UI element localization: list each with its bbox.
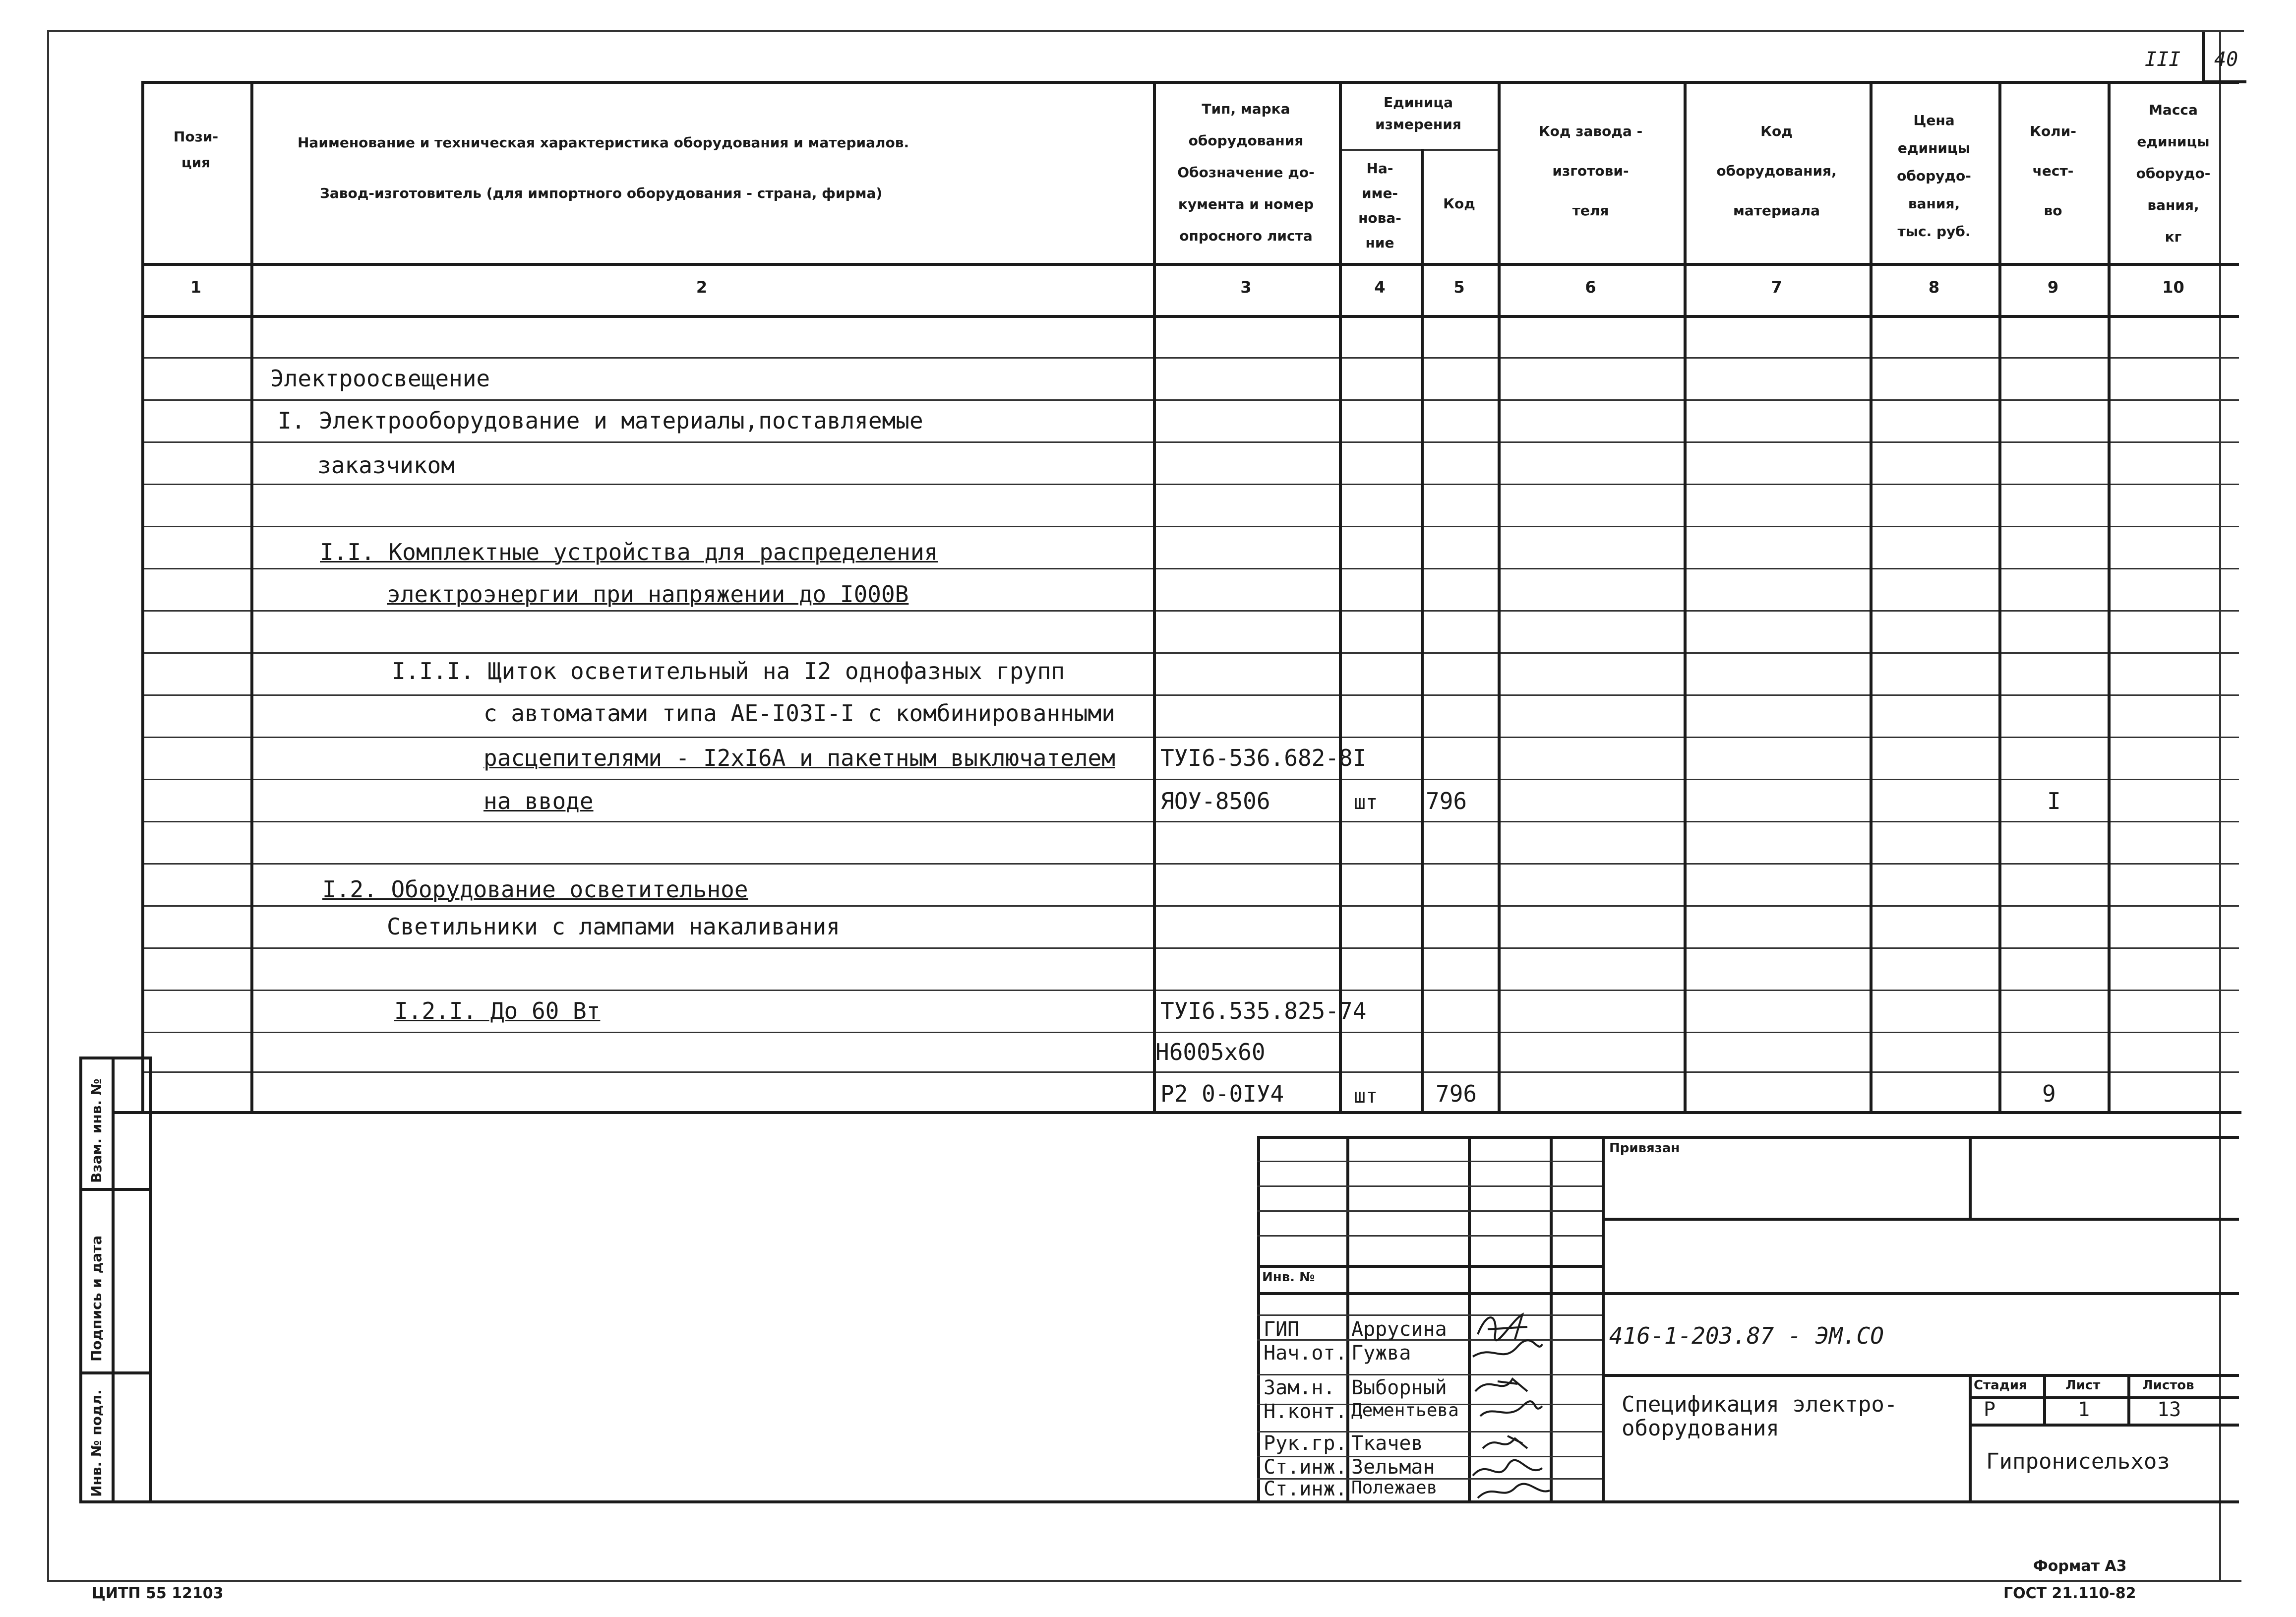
side-strip-line-1 [79,1188,149,1191]
row-line [141,863,2239,865]
table-top-line [141,81,2239,84]
col-line-6 [1684,81,1687,1111]
row-line [141,526,2239,527]
row-item-1-1-1-unit: шт [1354,791,1378,814]
tb-stage-label: Стадия [1974,1378,2027,1393]
tb-role-6: Ст.инж. [1264,1456,1347,1479]
row-section-1-1: I.I. Комплектные устройства для распределения [320,539,938,565]
row-line [141,652,2239,654]
col-number-7: 7 [1771,278,1782,297]
col-number-8: 8 [1928,278,1940,297]
row-line [141,905,2239,907]
tb-stage-value: Р [1984,1398,1996,1421]
tb-doc-title-1: Спецификация электро- [1622,1392,1898,1417]
tb-name-6: Зельман [1351,1456,1435,1479]
row-item-1-1-1-unit-code: 796 [1426,788,1467,814]
row-item-1-1-1-cont-c: на вводе [483,788,594,814]
tb-doc-title-2: оборудования [1622,1416,1779,1441]
tb-grid-h [1257,1210,1602,1212]
tb-role-2: Нач.от. [1264,1342,1347,1365]
row-item-1-2-1-mark-a: Н6005х60 [1155,1039,1266,1065]
tb-grid-h [1257,1265,1602,1268]
tb-grid-h [1257,1292,1602,1295]
row-line [141,568,2239,569]
tb-grid-v4 [1602,1136,1605,1502]
row-line [141,990,2239,991]
side-strip-bottom [79,1500,2239,1503]
header-col1: Пози- ция [173,128,219,171]
col-number-9: 9 [2047,278,2059,297]
row-item-1-1-1-cont-b: расцепителями - I2хI6А и пакетным выключателем [483,745,1115,771]
tb-name-5: Ткачев [1351,1432,1423,1455]
row-item-1-2-1: I.2.I. До 60 Вт [394,997,601,1024]
row-line [141,441,2239,443]
row-line [141,484,2239,485]
col-number-6: 6 [1585,278,1596,297]
corner-mark-1: III [2145,48,2181,71]
footer-left-code: ЦИТП 55 12103 [92,1585,224,1602]
col-number-1: 1 [190,278,202,297]
outer-frame-bottom [47,1580,2241,1582]
tb-organization: Гипронисельхоз [1986,1449,2170,1474]
header-col7: Код оборудования, материала [1716,123,1837,219]
row-section-1-cont: заказчиком [317,452,455,479]
header-bottom-line [141,263,2239,266]
row-line [141,694,2239,696]
row-line [141,821,2239,822]
side-stamp-inv-orig: Инв. № подл. [88,1389,105,1497]
tb-code-bottom [1602,1374,2239,1377]
tb-stage-left [1969,1374,1972,1502]
header-col9: Коли- чест- во [2030,123,2076,219]
tb-code-top [1602,1292,2239,1295]
table-bottom-line [112,1111,2241,1114]
col-line-5 [1498,81,1501,1111]
tb-role-1: ГИП [1264,1318,1300,1341]
row-item-1-1-1-mark: ЯОУ-8506 [1160,788,1270,814]
tb-name-1: Аррусина [1351,1318,1447,1341]
row-item-1-1-1-qty: I [2047,788,2061,814]
row-section-title: Электроосвещение [270,365,490,392]
tb-name-2: Гужва [1351,1342,1411,1365]
row-item-1-1-1: I.I.I. Щиток осветительный на I2 однофазных групп [392,658,1065,684]
footer-format: Формат А3 [2033,1557,2127,1575]
header-col3: Тип, марка оборудования Обозначение до- кумента и номер опросного листа [1177,101,1315,244]
corner-mark-2: 40 [2214,48,2238,71]
row-line [141,399,2239,401]
tb-grid-h [1257,1185,1602,1187]
col-line-1 [250,81,253,1111]
col-number-2: 2 [696,278,708,297]
row-item-1-2-1-qty: 9 [2042,1080,2056,1107]
outer-frame-left [47,30,49,1581]
row-item-1-2-1-type: ТУI6.535.825-74 [1160,997,1367,1024]
tb-role-3: Зам.н. [1264,1376,1335,1399]
tb-sheet-value: 1 [2078,1398,2090,1421]
side-strip-top [79,1057,149,1059]
row-line [141,357,2239,359]
tb-sheet-label: Лист [2065,1378,2101,1393]
header-col5: Код [1443,195,1475,212]
col-number-10: 10 [2162,278,2184,297]
tb-sheets-value: 13 [2157,1398,2181,1421]
side-stamp-replace-inv: Взам. инв. № [88,1078,105,1183]
header-col8: Цена единицы оборудо- вания, тыс. руб. [1897,112,1971,240]
side-strip-mid [112,1057,115,1503]
header-col6: Код завода - изготови- теля [1538,123,1643,219]
row-line [141,737,2239,738]
tb-stage-mid [1969,1396,2239,1399]
row-item-1-2-1-unit: шт [1354,1085,1378,1108]
row-line [141,610,2239,612]
row-item-1-1-1-cont-a: с автоматами типа АЕ-I03I-I с комбинированными [483,700,1115,727]
tb-sheets-label: Листов [2142,1378,2194,1393]
title-block-left [1257,1136,1260,1502]
col-number-3: 3 [1240,278,1252,297]
side-stamp-sign-date: Подпись и дата [88,1235,105,1362]
row-section-1-1-cont: электроэнергии при напряжении до I000В [387,581,909,608]
side-strip-left [79,1057,82,1503]
tb-inv-no-label: Инв. № [1262,1270,1315,1285]
header-col4: На- име- нова- ние [1358,160,1401,251]
row-line [141,779,2239,780]
col-number-5: 5 [1453,278,1465,297]
row-line [141,1071,2239,1073]
tb-role-7: Ст.инж. [1264,1478,1347,1500]
corner-divider [2202,32,2205,82]
outer-frame-top [47,30,2244,32]
row-line [141,1032,2239,1033]
tb-name-3: Выборный [1351,1376,1447,1399]
unit-group-line [1339,149,1498,151]
header-col10: Масса единицы оборудо- вания, кг [2136,102,2211,245]
row-item-1-2-1-unit-code: 796 [1436,1080,1477,1107]
side-strip-line-2 [79,1371,149,1374]
tb-doc-code: 416-1-203.87 - ЭМ.СО [1609,1322,1884,1349]
tb-role-5: Рук.гр. [1264,1432,1347,1455]
header-col2: Наименование и техническая характеристика оборудования и материалов. Завод-изготовитель (для импортного оборудования - страна, фирма) [298,134,909,201]
row-line [141,947,2239,949]
tb-grid-h [1257,1235,1602,1237]
tb-attached-divider [1969,1136,1972,1218]
tb-grid-h [1257,1161,1602,1162]
row-item-1-2-1-mark-b: Р2 0-0IУ4 [1160,1080,1284,1107]
tb-role-4: Н.конт. [1264,1400,1347,1423]
row-section-1-2: I.2. Оборудование осветительное [322,876,748,903]
tb-attached-bottom [1602,1218,2239,1221]
tb-name-4: Дементьева [1351,1400,1459,1421]
signature-scribbles [1468,1300,1562,1503]
tb-stage-bottom [1969,1424,2239,1427]
row-section-1: I. Электрооборудование и материалы,поставляемые [278,407,923,434]
row-item-1-1-1-type: ТУI6-536.682-8I [1160,745,1367,771]
col-line-8 [1998,81,2001,1111]
header-unit-group: Единица измерения [1375,94,1461,132]
row-section-1-2-cont: Светильники с лампами накаливания [387,913,840,940]
tb-attached-label: Привязан [1609,1141,1680,1156]
title-block-top [1257,1136,2239,1139]
col-number-4: 4 [1374,278,1386,297]
side-strip-right [149,1057,152,1502]
col-line-0 [141,81,144,1111]
tb-name-7: Полежаев [1351,1478,1438,1498]
footer-gost: ГОСТ 21.110-82 [2003,1585,2136,1602]
numbers-bottom-line [141,315,2239,318]
